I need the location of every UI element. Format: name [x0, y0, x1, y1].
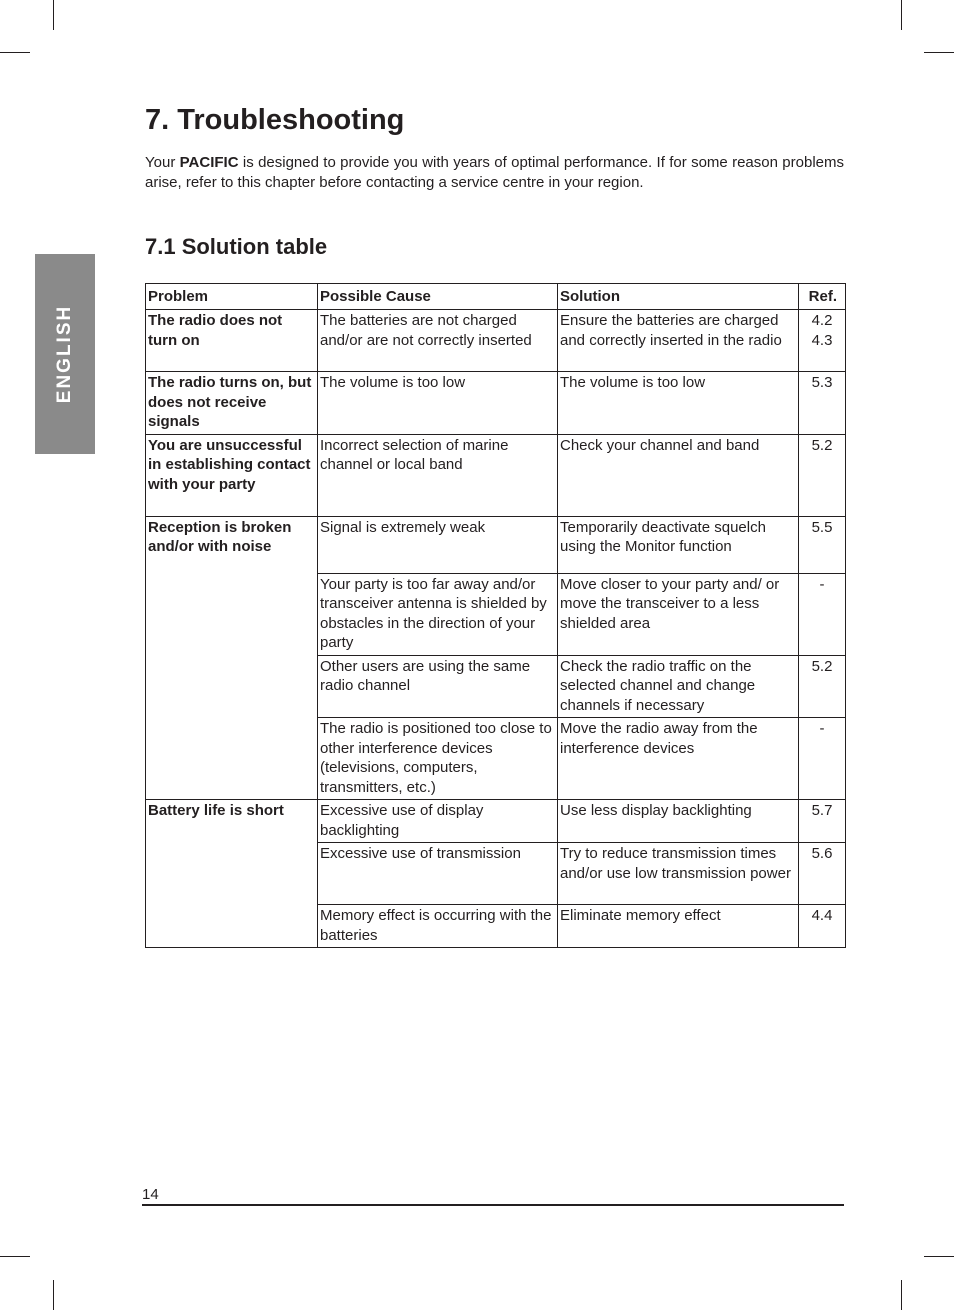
- cause-cell: Excessive use of transmission: [318, 843, 558, 905]
- crop-mark: [53, 0, 54, 30]
- cause-cell: Incorrect selection of marine channel or local band: [318, 434, 558, 516]
- solution-cell: Ensure the batteries are charged and correctly inserted in the radio: [558, 310, 799, 372]
- ref-value: 5.3: [811, 374, 833, 391]
- crop-mark: [924, 52, 954, 53]
- table-row: [146, 516, 846, 573]
- cause-cell: The radio is positioned too close to other interference devices (televisions, computers, transmitters, etc.): [318, 718, 558, 800]
- header-ref: Ref.: [799, 284, 846, 310]
- ref-value: 4.3: [811, 331, 833, 349]
- section-title: 7.1 Solution table: [145, 234, 328, 259]
- cause-cell: Signal is extremely weak: [318, 516, 558, 573]
- brand-name: PACIFIC: [179, 154, 239, 171]
- table-row: [146, 310, 846, 372]
- cause-cell: Your party is too far away and/or transceiver antenna is shielded by obstacles in the direction of your party: [318, 573, 558, 655]
- ref-value: 5.6: [811, 845, 833, 862]
- cause-cell: Excessive use of display backlighting: [318, 800, 558, 843]
- solution-cell: Check the radio traffic on the selected channel and change channels if necessary: [558, 655, 799, 718]
- solution-cell: Try to reduce transmission times and/or use low transmission power: [558, 843, 799, 905]
- solution-cell: Move closer to your party and/ or move the transceiver to a less shielded area: [558, 573, 799, 655]
- ref-value: 5.2: [811, 657, 833, 675]
- solution-cell: Temporarily deactivate squelch using the Monitor function: [558, 516, 799, 573]
- problem-cell: Battery life is short: [146, 800, 318, 948]
- crop-mark: [0, 52, 30, 53]
- ref-cell: [799, 372, 846, 435]
- cause-cell: Other users are using the same radio channel: [318, 655, 558, 718]
- ref-cell: [799, 516, 846, 573]
- ref-value: 5.5: [811, 518, 833, 536]
- ref-value: 5.2: [811, 436, 833, 454]
- language-label: ENGLISH: [54, 304, 76, 404]
- crop-mark: [901, 0, 902, 30]
- table-row: [146, 372, 846, 435]
- ref-cell: [799, 434, 846, 516]
- ref-cell: [799, 310, 846, 372]
- page-title: 7. Troubleshooting: [145, 104, 405, 136]
- ref-value: 4.4: [811, 907, 833, 924]
- table-header-row: [146, 284, 846, 310]
- ref-value: -: [819, 720, 825, 737]
- ref-cell: [799, 843, 846, 905]
- solution-cell: Check your channel and band: [558, 434, 799, 516]
- ref-value: 5.7: [811, 802, 833, 819]
- intro-text: is designed to provide you with years of optimal performance. If for some reason problems arise, refer to this chapter before contacting a service centre in your region.: [145, 154, 844, 191]
- crop-mark: [901, 1280, 902, 1310]
- problem-cell: You are unsuccessful in establishing contact with your party: [146, 434, 318, 516]
- intro-prefix: Your: [145, 154, 180, 171]
- cause-cell: The volume is too low: [318, 372, 558, 435]
- problem-cell: The radio turns on, but does not receive signals: [146, 372, 318, 435]
- ref-cell: [799, 905, 846, 948]
- header-solution: Solution: [558, 284, 799, 310]
- table-body: [146, 310, 846, 948]
- language-side-tab: [35, 254, 95, 454]
- intro-paragraph: [145, 153, 844, 193]
- header-cause: Possible Cause: [318, 284, 558, 310]
- page-number: 14: [142, 1186, 159, 1203]
- table-row: [146, 800, 846, 843]
- header-problem: Problem: [146, 284, 318, 310]
- ref-cell: [799, 800, 846, 843]
- ref-cell: [799, 573, 846, 655]
- solution-cell: Move the radio away from the interference devices: [558, 718, 799, 800]
- solution-cell: The volume is too low: [558, 372, 799, 435]
- solution-cell: Use less display backlighting: [558, 800, 799, 843]
- cause-cell: Memory effect is occurring with the batteries: [318, 905, 558, 948]
- footer-rule: [142, 1204, 844, 1206]
- crop-mark: [0, 1256, 30, 1257]
- crop-mark: [53, 1280, 54, 1310]
- table-row: [146, 434, 846, 516]
- ref-value: -: [819, 575, 825, 593]
- problem-cell: The radio does not turn on: [146, 310, 318, 372]
- ref-cell: [799, 718, 846, 800]
- cause-cell: The batteries are not charged and/or are not correctly inserted: [318, 310, 558, 372]
- solution-cell: Eliminate memory effect: [558, 905, 799, 948]
- crop-mark: [924, 1256, 954, 1257]
- solution-table: [145, 283, 846, 948]
- ref-cell: [799, 655, 846, 718]
- problem-cell: Reception is broken and/or with noise: [146, 516, 318, 800]
- ref-value: 4.2: [811, 312, 833, 329]
